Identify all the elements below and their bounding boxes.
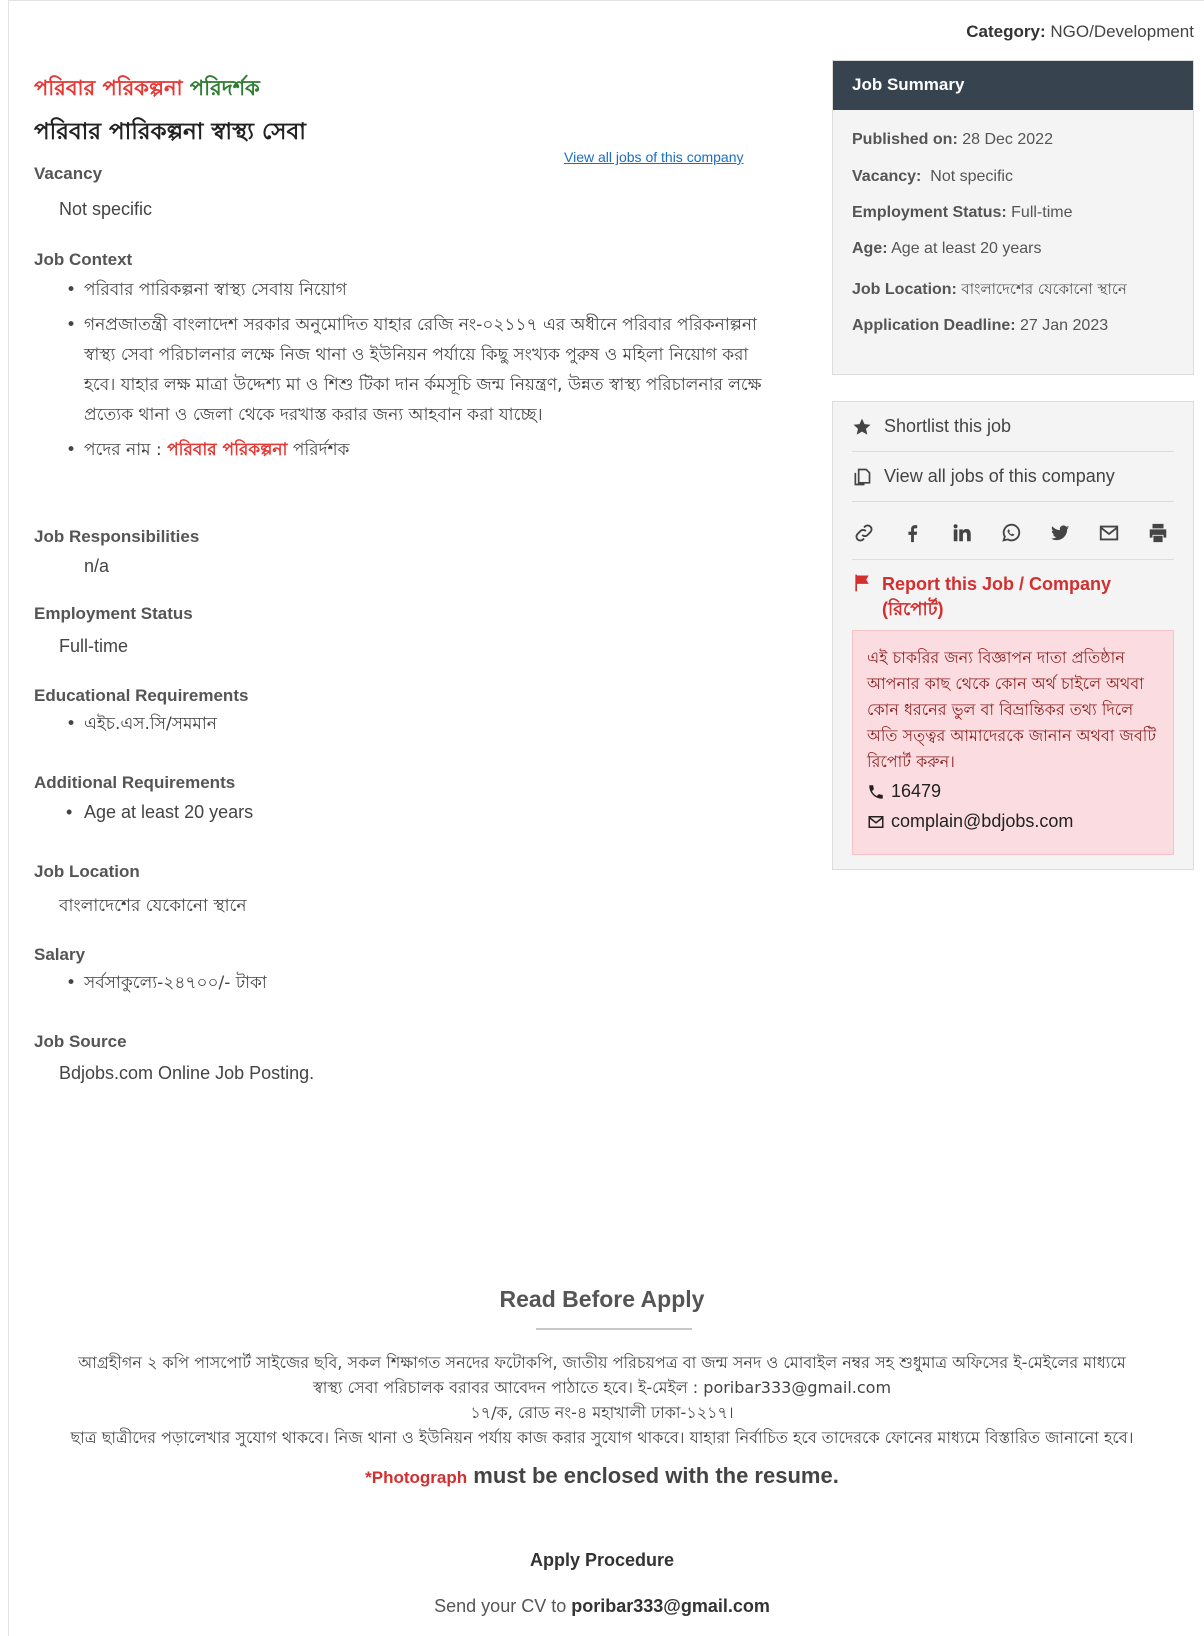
job-context-heading: Job Context [34,250,133,269]
education-list [64,709,217,739]
salary-heading: Salary [34,945,86,964]
salary-item: সর্বসাকুল্যে-২৪৭০০/- টাকা [84,973,267,993]
whatsapp-icon[interactable] [999,521,1023,545]
category-label: Category: [966,22,1046,41]
context-item-1: পরিবার পারিকল্পনা স্বাস্থ্য সেবায় নিয়োগ [84,280,347,300]
report-job-link[interactable] [852,572,1174,622]
apply-email[interactable]: poribar333@gmail.com [571,1596,770,1616]
complain-email[interactable]: complain@bdjobs.com [891,811,1074,831]
salary-list [64,968,267,998]
share-bar [852,506,1174,560]
responsibilities-value: n/a [84,556,110,576]
additional-list [64,797,253,827]
shortlist-label: Shortlist this job [884,416,1012,436]
phone-number: 16479 [891,781,942,801]
summary-location: Job Location: বাংলাদেশের যেকোনো স্থানে [852,280,1127,298]
facebook-icon[interactable] [901,521,925,545]
list-item [64,275,764,305]
print-icon[interactable] [1146,521,1170,545]
job-summary-panel [832,60,1194,375]
education-heading: Educational Requirements [34,686,249,705]
job-context-list [64,275,764,465]
rba-line-3: ১৭/ক, রোড নং-৪ মহাখালী ঢাকা-১২১৭। [470,1403,734,1422]
photograph-label: *Photograph [365,1468,468,1487]
source-heading: Job Source [34,1032,127,1051]
source-value: Bdjobs.com Online Job Posting. [59,1063,315,1083]
photograph-notice [0,1463,1204,1489]
envelope-icon [867,813,885,831]
mail-icon[interactable] [1097,521,1121,545]
apply-text: Send your CV to [434,1596,567,1616]
additional-heading: Additional Requirements [34,773,236,792]
warning-text: এই চাকরির জন্য বিজ্ঞাপন দাতা প্রতিষ্ঠান আপনার কাছ থেকে কোন অর্থ চাইলে অথবা কোন ধরনের ভুল বা বিভ্রান্তিকর তথ্য দিলে অতি সত্ত্বর আমাদেরকে জানান অথবা জবটি রিপোর্ট করুন। [867,648,1157,771]
twitter-icon[interactable] [1048,521,1072,545]
email-contact [867,811,1073,832]
shortlist-button[interactable] [852,402,1174,452]
employment-heading: Employment Status [34,604,193,623]
responsibilities-heading: Job Responsibilities [34,527,200,546]
summary-vacancy: Vacancy: Not specific [852,168,1013,185]
job-summary-title: Job Summary [833,61,1193,110]
category-value: NGO/Development [1050,22,1194,41]
list-item [64,968,267,998]
phone-icon [867,783,885,801]
context-item-3-red: পরিবার পরিকল্পনা [167,440,288,460]
vacancy-value: Not specific [59,199,153,219]
education-item: এইচ.এস.সি/সমমান [84,714,217,734]
category [966,22,1194,42]
job-title-green: পরিদর্শক [189,76,260,100]
read-before-apply-body [0,1350,1204,1450]
rba-line-1: আগ্রহীগন ২ কপি পাসপোর্ট সাইজের ছবি, সকল শিক্ষাগত সনদের ফটোকপি, জাতীয় পরিচয়পত্র বা জন্ম সনদ ও মোবাইল নম্বর সহ শুধুমাত্র অফিসের ই-মেইলের মাধ্যমে [78,1353,1126,1372]
list-item [64,435,764,465]
vacancy-heading: Vacancy [34,164,103,183]
view-all-label: View all jobs of this company [884,466,1115,486]
star-icon [852,417,872,437]
summary-published: Published on: 28 Dec 2022 [852,131,1053,148]
apply-procedure-text [0,1596,1204,1617]
read-before-apply-title: Read Before Apply [499,1286,705,1312]
divider [536,1328,692,1330]
summary-employment: Employment Status: Full-time [852,204,1073,221]
rba-line-2: স্বাস্থ্য সেবা পরিচালক বরাবর আবেদন পাঠাতে হবে। ই-মেইল : poribar333@gmail.com [312,1378,892,1397]
photograph-text: must be enclosed with the resume. [473,1463,839,1488]
warning-box [852,630,1174,855]
apply-procedure-title: Apply Procedure [529,1550,675,1570]
list-item [64,797,253,827]
company-name: পরিবার পারিকল্পনা স্বাস্থ্য সেবা [34,119,306,145]
summary-deadline: Application Deadline: 27 Jan 2023 [852,317,1109,334]
location-value: বাংলাদেশের যেকোনো স্থানে [59,896,247,916]
location-heading: Job Location [34,862,140,881]
view-all-jobs-button[interactable] [852,452,1174,502]
additional-item: Age at least 20 years [84,802,254,822]
context-item-3-suffix: পরির্দশক [292,440,350,460]
phone-contact [867,781,941,802]
report-label: Report this Job / Company (রিপোর্ট) [882,574,1112,619]
rba-line-4: ছাত্র ছাত্রীদের পড়ালেখার সুযোগ থাকবে। নিজ থানা ও ইউনিয়ন পর্যায় কাজ করার সুযোগ থাকবে। যাহারা নির্বাচিত হবে তাদেরকে ফোনের মাধ্যমে বিস্তারিত জানানো হবে। [70,1428,1134,1447]
job-actions-panel [832,401,1194,870]
list-item [64,709,217,739]
job-title [34,72,260,107]
job-title-red: পরিবার পরিকল্পনা [34,76,183,100]
list-item [64,310,764,430]
context-item-2: গনপ্রজাতন্ত্রী বাংলাদেশ সরকার অনুমোদিত যাহার রেজি নং-০২১১৭ এর অধীনে পরিবার পরিকনাল্পনা স্বাস্থ্য সেবা পরিচালনার লক্ষে নিজ থানা ও ইউনিয়ন পর্যায়ে কিছু সংখ্যক পুরুষ ও মহিলা নিয়োগ করা হবে। যাহার লক্ষ মাত্রা উদ্দেশ্য মা ও শিশু টিকা দান র্কমসূচি জন্ম নিয়ন্ত্রণ, উন্নত স্বাস্থ্য পরিচালনার লক্ষে প্রত্যেক থানা ও জেলা থেকে দরখাস্ত করার জন্য আহবান করা যাচ্ছে। [84,315,762,425]
flag-icon [852,572,872,594]
link-icon[interactable] [852,521,876,545]
summary-age: Age: Age at least 20 years [852,240,1042,257]
view-all-jobs-link[interactable]: View all jobs of this company [564,149,744,165]
employment-value: Full-time [59,636,129,656]
linkedin-icon[interactable] [950,521,974,545]
context-item-3-prefix: পদের নাম : [84,440,162,460]
copy-icon [852,467,872,487]
